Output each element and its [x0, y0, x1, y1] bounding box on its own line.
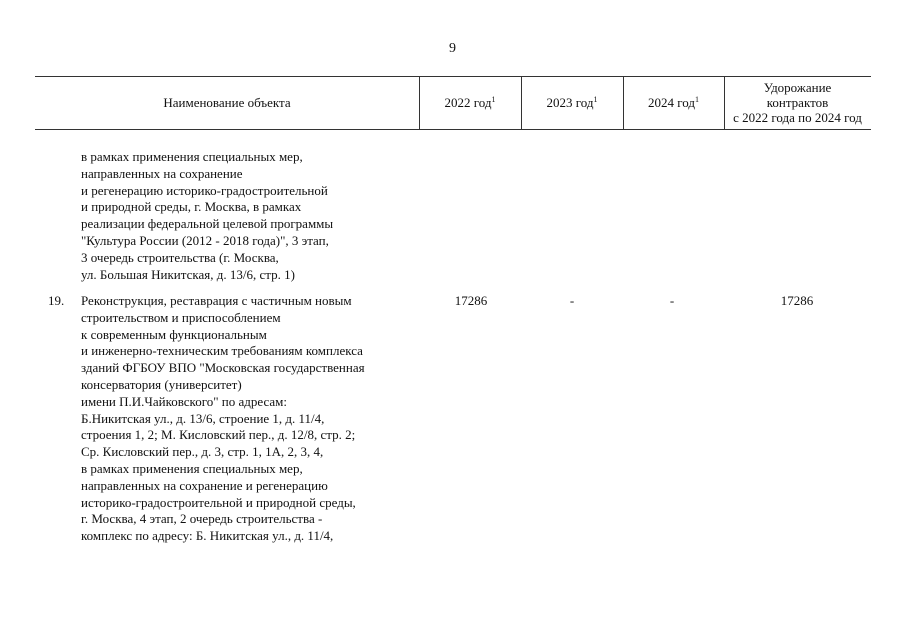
continuation-description: в рамках применения специальных мер, направленных на сохранение и регенерацию историко-градостроительной и природной среды, г. Москва, в рамках реализации федеральной целевой программы "Культура России (2012 - 2018 года)", 3 этап, 3 очередь строительства (г. Москва, ул. Большая Никитская, д. 13/6, стр. 1): [81, 149, 334, 282]
header-year-2024: 2024 год$^1$: [648, 95, 699, 110]
row-description: Реконструкция, реставрация с частичным новым строительством и приспособлением к современным функциональным и инженерно-техническим требованиям комплекса зданий ФГБОУ ВПО "Московская государственная консерватория (университет) имени П.И.Чайковского" по адресам: Б.Никитская ул., д. 13/6, строение 1, д. 11/4, строения 1, 2; М. Кисловский пер., д. 12/8, стр. 2; Ср. Кисловский пер., д. 3, стр. 1, 1А, 2, 3, 4, в рамках применения специальных мер, направленных на сохранение и регенерацию историко-градостроительной и природной среды, г. Москва, 4 этап, 2 очередь строительства - комплекс по адресу: Б. Никитская ул., д. 11/4,: [81, 293, 365, 544]
footnote-mark: 1: [491, 95, 496, 104]
page-number: 9: [449, 41, 456, 56]
value-2022: 17286: [454, 293, 488, 308]
header-year-2023: 2023 год$^1$: [546, 95, 598, 110]
header-cost-increase: Удорожание контрактов с 2022 года по 2024 год: [733, 80, 862, 125]
footnote-mark: 1: [593, 95, 598, 104]
value-cost-increase: 17286: [780, 293, 814, 308]
value-2024: -: [669, 293, 675, 308]
header-object-name: Наименование объекта: [163, 95, 291, 110]
table-header-rule: [35, 129, 871, 130]
header-year-2022: 2022 год$^1$: [444, 95, 496, 110]
footnote-mark: 1: [695, 95, 699, 104]
value-2023: -: [569, 293, 575, 308]
row-number: 19.: [48, 293, 65, 308]
